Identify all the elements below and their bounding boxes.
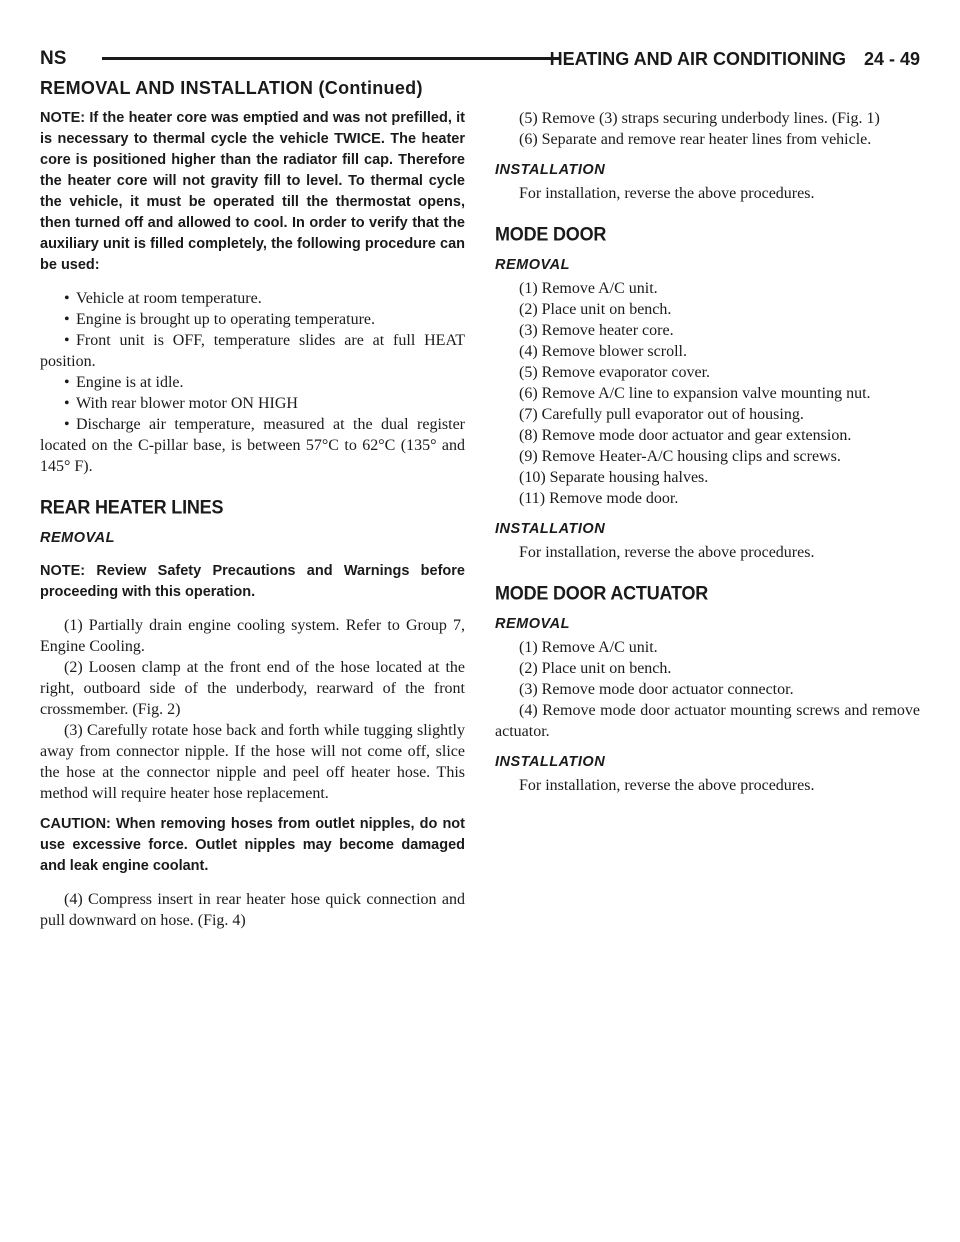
list-item: • Engine is at idle. <box>64 374 184 391</box>
rear-heater-lines-heading: REAR HEATER LINES <box>40 496 224 518</box>
procedure-step: (1) Remove A/C unit. <box>519 639 658 656</box>
bullet-icon: • <box>64 395 70 412</box>
left-column <box>40 108 465 931</box>
procedure-step: (2) Place unit on bench. <box>519 301 672 318</box>
procedure-step: (4) Remove mode door actuator mounting screws and remove actuator. <box>495 702 920 740</box>
installation-heading: INSTALLATION <box>495 521 606 537</box>
procedure-step: (7) Carefully pull evaporator out of housing. <box>519 406 804 423</box>
procedure-step: (3) Remove mode door actuator connector. <box>519 681 794 698</box>
safety-note: NOTE: Review Safety Precautions and Warnings before proceeding with this operation. <box>40 563 465 600</box>
mode-door-actuator-heading: MODE DOOR ACTUATOR <box>495 582 709 604</box>
header-section-title: HEATING AND AIR CONDITIONING <box>549 49 846 69</box>
procedure-step: (1) Partially drain engine cooling system. Refer to Group 7, Engine Cooling. <box>40 617 465 655</box>
mode-door-heading: MODE DOOR <box>495 223 607 245</box>
bullet-icon: • <box>64 374 70 391</box>
procedure-step: (4) Remove blower scroll. <box>519 343 687 360</box>
bullet-icon: • <box>64 290 70 307</box>
procedure-step: (3) Carefully rotate hose back and forth while tugging slightly away from connector nipple. If the hose will not come off, slice the hose at the connector nipple and peel off heater hose. This method will require heater hose replacement. <box>40 722 465 802</box>
removal-heading: REMOVAL <box>495 257 570 273</box>
procedure-step: (1) Remove A/C unit. <box>519 280 658 297</box>
procedure-step: (2) Place unit on bench. <box>519 660 672 677</box>
procedure-step: (6) Remove A/C line to expansion valve mounting nut. <box>519 385 871 402</box>
procedure-step: (6) Separate and remove rear heater lines from vehicle. <box>519 131 872 148</box>
installation-heading: INSTALLATION <box>495 754 606 770</box>
procedure-step: (5) Remove (3) straps securing underbody lines. (Fig. 1) <box>519 110 880 127</box>
procedure-step: (4) Compress insert in rear heater hose quick connection and pull downward on hose. (Fig. 4) <box>40 891 465 929</box>
list-item: • Discharge air temperature, measured at the dual register located on the C-pillar base, is between 57°C to 62°C (135° and 145° F). <box>40 416 465 475</box>
page-number: 24 - 49 <box>863 49 920 69</box>
thermal-cycle-note: NOTE: If the heater core was emptied and was not prefilled, it is necessary to thermal cycle the vehicle TWICE. The heater core is positioned higher than the radiator fill cap. Therefore the heater core will not gravity fill to level. To thermal cycle the vehicle, it must be operated till the thermostat opens, then turned off and allowed to cool. In order to verify that the auxiliary unit is filled completely, the following procedure can be used: <box>40 110 465 273</box>
installation-text: For installation, reverse the above procedures. <box>519 185 815 202</box>
procedure-step: (11) Remove mode door. <box>519 490 679 507</box>
continued-title: REMOVAL AND INSTALLATION (Continued) <box>40 78 423 98</box>
procedure-step: (2) Loosen clamp at the front end of the hose located at the right, outboard side of the underbody, rearward of the front crossmember. (Fig. 2) <box>40 659 465 718</box>
header-model-code: NS <box>40 48 67 69</box>
installation-text: For installation, reverse the above procedures. <box>519 544 815 561</box>
list-item: • With rear blower motor ON HIGH <box>64 395 298 412</box>
caution-note: CAUTION: When removing hoses from outlet nipples, do not use excessive force. Outlet nipples may become damaged and leak engine coolant. <box>40 816 465 874</box>
procedure-step: (8) Remove mode door actuator and gear extension. <box>519 427 852 444</box>
bullet-icon: • <box>64 332 70 349</box>
bullet-icon: • <box>64 416 70 433</box>
removal-heading: REMOVAL <box>495 616 570 632</box>
right-column <box>495 108 920 796</box>
installation-heading: INSTALLATION <box>495 162 606 178</box>
bullet-icon: • <box>64 311 70 328</box>
procedure-step: (5) Remove evaporator cover. <box>519 364 711 381</box>
removal-heading: REMOVAL <box>40 530 115 546</box>
procedure-step: (3) Remove heater core. <box>519 322 674 339</box>
header-section <box>550 42 920 76</box>
list-item: • Vehicle at room temperature. <box>64 290 262 307</box>
list-item: • Front unit is OFF, temperature slides are at full HEAT position. <box>40 332 465 370</box>
procedure-step: (10) Separate housing halves. <box>519 469 709 486</box>
page-header <box>40 42 920 76</box>
installation-text: For installation, reverse the above procedures. <box>519 777 815 794</box>
procedure-step: (9) Remove Heater-A/C housing clips and screws. <box>519 448 841 465</box>
list-item: • Engine is brought up to operating temperature. <box>64 311 376 328</box>
header-rule <box>102 57 560 60</box>
